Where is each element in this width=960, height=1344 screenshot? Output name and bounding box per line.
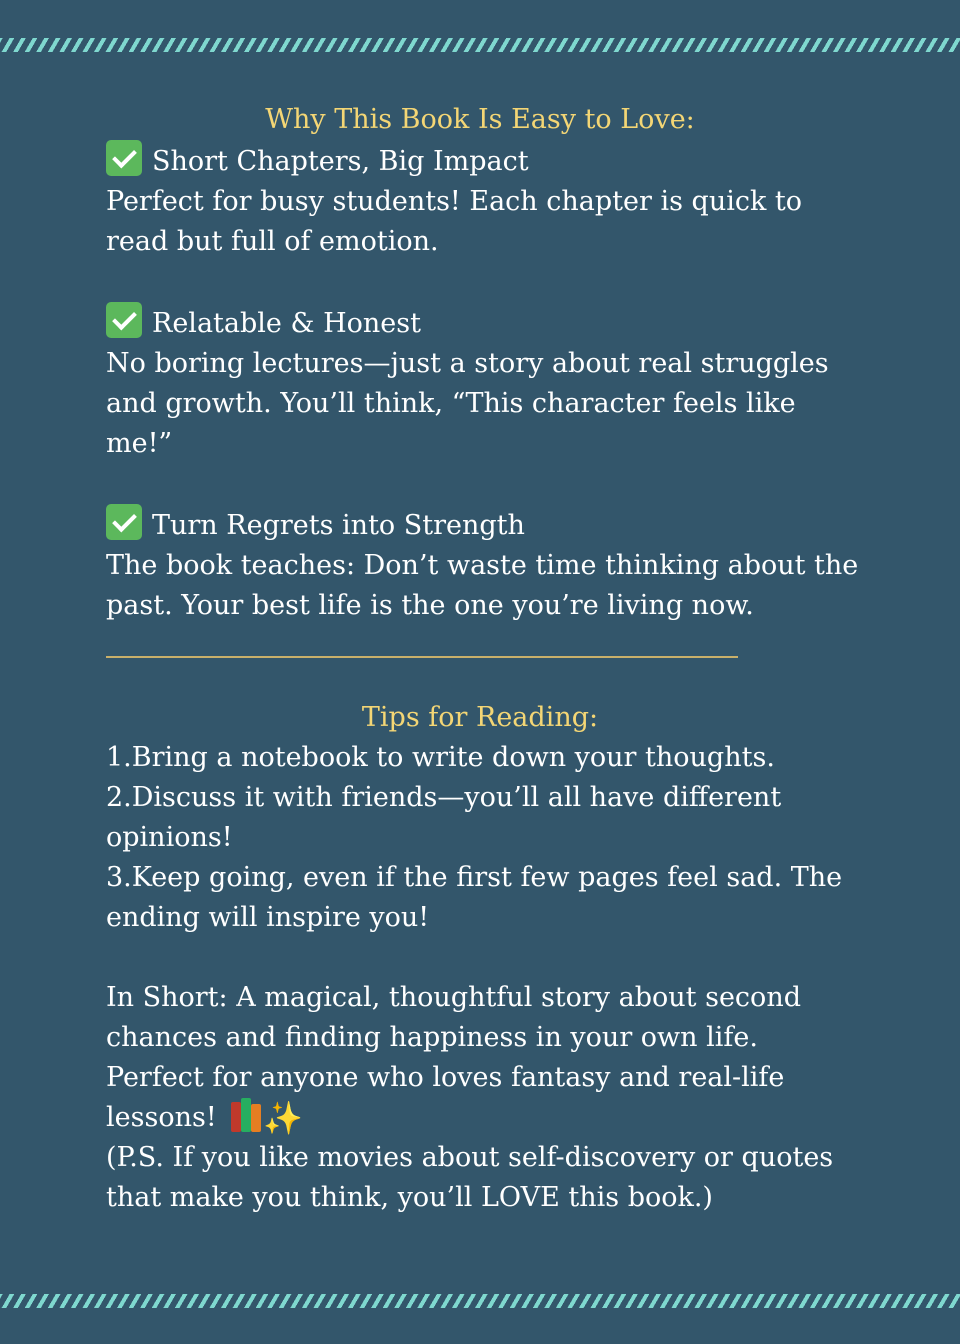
top-stripe-border: [0, 38, 960, 52]
tip-line: 1.Bring a notebook to write down your thoughts.: [106, 742, 775, 773]
reason-item: [106, 504, 866, 626]
books-icon: [231, 1098, 261, 1132]
reason-text-line: read but full of emotion.: [106, 226, 439, 257]
ps-line: (P.S. If you like movies about self-discovery or quotes: [106, 1142, 834, 1173]
check-icon: [106, 302, 142, 338]
tip-line: 2.Discuss it with friends—you’ll all have different: [106, 782, 782, 813]
reason-text-line: Perfect for busy students! Each chapter is quick to: [106, 186, 803, 217]
tip-line: opinions!: [106, 822, 233, 853]
check-icon: [106, 504, 142, 540]
tip-line: ending will inspire you!: [106, 902, 430, 933]
reason-item: [106, 302, 866, 464]
reason-item: [106, 140, 866, 262]
summary-block: [106, 978, 866, 1218]
tip-line: 3.Keep going, even if the first few pages feel sad. The: [106, 862, 843, 893]
reason-text-line: The book teaches: Don’t waste time thinking about the: [106, 550, 859, 581]
reason-title: Turn Regrets into Strength: [152, 510, 525, 541]
section-divider: [106, 626, 738, 658]
reason-text-line: past. Your best life is the one you’re living now.: [106, 590, 754, 621]
sparkles-icon: ✨: [263, 1099, 304, 1137]
tips-list: [106, 738, 866, 938]
reason-text-line: and growth. You’ll think, “This character feels like me!”: [106, 388, 796, 459]
page-content: [106, 100, 866, 1218]
summary-line: In Short: A magical, thoughtful story about second: [106, 982, 801, 1013]
ps-line: that make you think, you’ll LOVE this book.): [106, 1182, 713, 1213]
reason-title: Relatable & Honest: [152, 308, 421, 339]
summary-line: Perfect for anyone who loves fantasy and real-life: [106, 1062, 785, 1093]
section-heading-tips: Tips for Reading:: [361, 702, 599, 733]
reason-title: Short Chapters, Big Impact: [152, 146, 529, 177]
bottom-stripe-border: [0, 1294, 960, 1308]
reason-text-line: No boring lectures—just a story about real struggles: [106, 348, 829, 379]
summary-line: lessons!: [106, 1102, 217, 1133]
section-heading-why: Why This Book Is Easy to Love:: [265, 104, 695, 135]
check-icon: [106, 140, 142, 176]
summary-line: chances and finding happiness in your own life.: [106, 1022, 758, 1053]
